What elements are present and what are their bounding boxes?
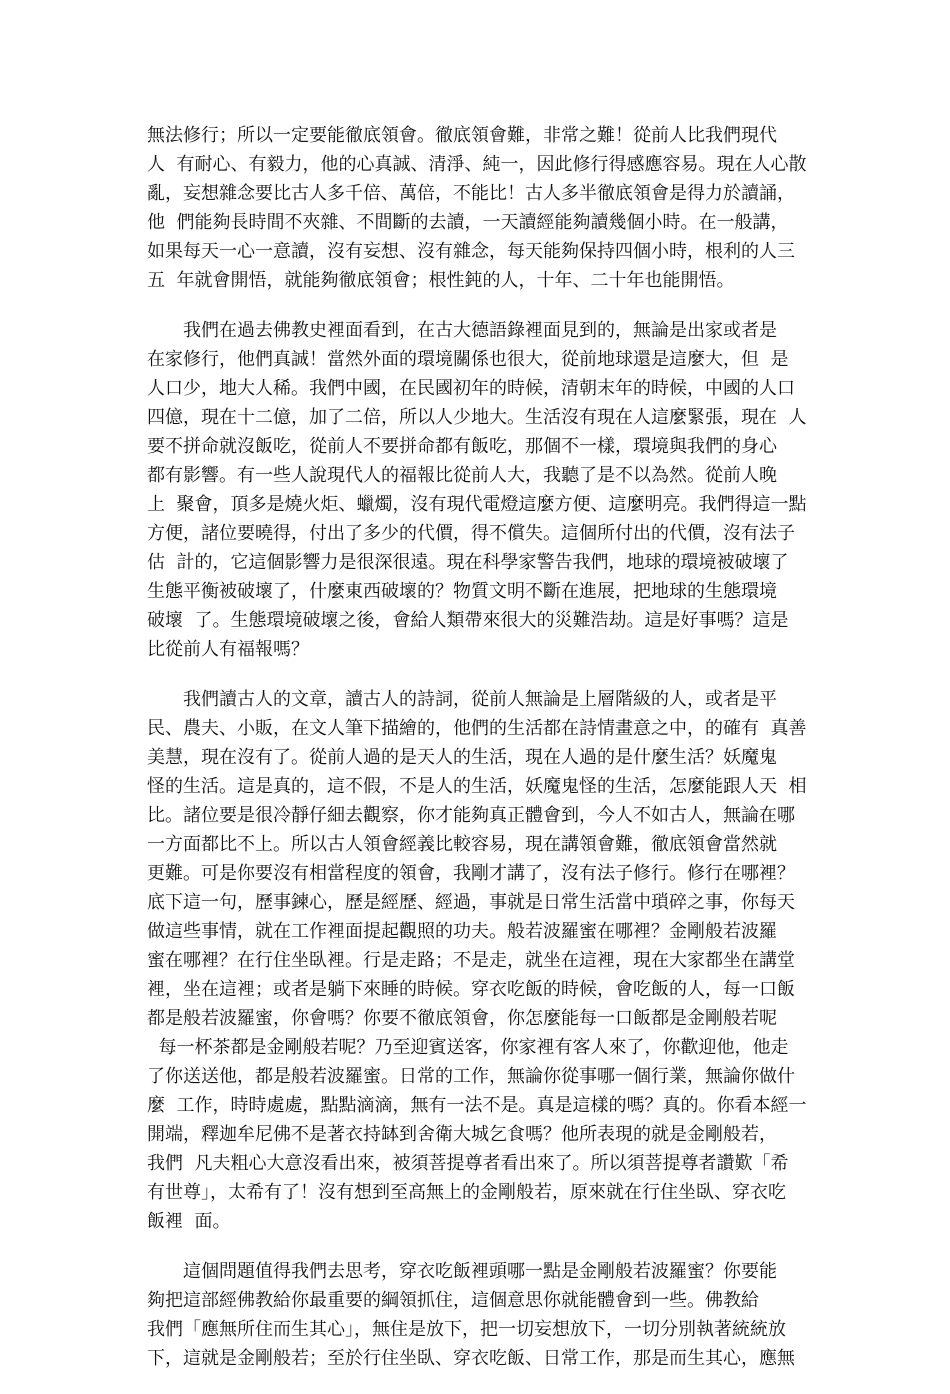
text-line: 美慧，現在沒有了。從前人過的是天人的生活，現在人過的是什麼生活？妖魔鬼 xyxy=(147,747,777,768)
paragraph-2 xyxy=(147,316,815,664)
text-line: 我們「應無所住而生其心」，無住是放下，把一切妄想放下，一切分別執著統統放 xyxy=(147,1319,786,1340)
text-line: 上 聚會，頂多是燒火炬、蠟燭，沒有現代電燈這麼方便、這麼明亮。我們得這一點 xyxy=(147,494,807,515)
text-line: 比從前人有福報嗎？ xyxy=(147,639,309,660)
text-line: 他 們能夠長時間不夾雜、不間斷的去讀，一天讀經能夠讀幾個小時。在一般講， xyxy=(147,212,789,233)
text-line: 有世尊」，太希有了！沒有想到至高無上的金剛般若，原來就在行住坐臥、穿衣吃 xyxy=(147,1182,786,1203)
text-line: 要不拼命就沒飯吃，從前人不要拼命都有飯吃，那個不一樣，環境與我們的身心 xyxy=(147,436,777,457)
text-line: 了你送送他，都是般若波羅蜜。日常的工作，無論你從事哪一個行業，無論你做什 xyxy=(147,1066,795,1087)
text-line: 開端，釋迦牟尼佛不是著衣持缽到舍衛大城乞食嗎？他所表現的就是金剛般若， xyxy=(147,1124,777,1145)
text-line: 每一杯茶都是金剛般若呢？乃至迎賓送客，你家裡有客人來了，你歡迎他，他走 xyxy=(147,1037,789,1058)
text-line: 在家修行，他們真誠！當然外面的環境關係也很大，從前地球還是這麼大，但 是 xyxy=(147,349,789,370)
text-line: 飯裡 面。 xyxy=(147,1211,231,1232)
text-line: 都是般若波羅蜜，你會嗎？你要不徹底領會，你怎麼能每一口飯都是金剛般若呢 xyxy=(147,1008,777,1029)
text-line: 我們 凡夫粗心大意沒看出來，被須菩提尊者看出來了。所以須菩提尊者讚歎「希 xyxy=(147,1153,789,1174)
paragraph-3 xyxy=(147,685,815,1236)
text-line: 估 計的，它這個影響力是很深很遠。現在科學家警告我們，地球的環境被破壞了 xyxy=(147,552,789,573)
text-line: 做這些事情，就在工作裡面提起觀照的功夫。般若波羅蜜在哪裡？金剛般若波羅 xyxy=(147,921,777,942)
text-line: 比。諸位要是很冷靜仔細去觀察，你才能夠真正體會到，今人不如古人，無論在哪 xyxy=(147,805,795,826)
text-line: 我們讀古人的文章，讀古人的詩詞，從前人無論是上層階級的人，或者是平 xyxy=(147,689,777,710)
text-line: 人 有耐心、有毅力，他的心真誠、清淨、純一，因此修行得感應容易。現在人心散 xyxy=(147,154,807,175)
text-line: 人口少，地大人稀。我們中國，在民國初年的時候，清朝末年的時候，中國的人口 xyxy=(147,378,795,399)
text-line: 我們在過去佛教史裡面看到，在古大德語錄裡面見到的，無論是出家或者是 xyxy=(147,320,777,341)
text-line: 更難。可是你要沒有相當程度的領會，我剛才講了，沒有法子修行。修行在哪裡？ xyxy=(147,863,795,884)
text-line: 都有影響。有一些人說現代人的福報比從前人大，我聽了是不以為然。從前人晚 xyxy=(147,465,777,486)
text-line: 破壞 了。生態環境破壞之後，會給人類帶來很大的災難浩劫。這是好事嗎？這是 xyxy=(147,610,789,631)
text-line: 一方面都比不上。所以古人領會經義比較容易，現在講領會難，徹底領會當然就 xyxy=(147,834,777,855)
text-line: 裡，坐在這裡；或者是躺下來睡的時候。穿衣吃飯的時候，會吃飯的人，每一口飯 xyxy=(147,979,795,1000)
text-line: 底下這一句，歷事鍊心，歷是經歷、經過，事就是日常生活當中瑣碎之事，你每天 xyxy=(147,892,795,913)
text-line: 這個問題值得我們去思考，穿衣吃飯裡頭哪一點是金剛般若波羅蜜？你要能 xyxy=(147,1261,777,1282)
text-line: 方便，諸位要曉得，付出了多少的代價，得不償失。這個所付出的代價，沒有法子 xyxy=(147,523,795,544)
text-line: 麼 工作，時時處處，點點滴滴，無有一法不是。真是這樣的嗎？真的。你看本經一 xyxy=(147,1095,807,1116)
text-line: 生態平衡被破壞了，什麼東西破壞的？物質文明不斷在進展，把地球的生態環境 xyxy=(147,581,777,602)
text-line: 夠把這部經佛教給你最重要的綱領抓住，這個意思你就能體會到一些。佛教給 xyxy=(147,1290,759,1311)
text-line: 蜜在哪裡？在行住坐臥裡。行是走路；不是走，就坐在這裡，現在大家都坐在講堂 xyxy=(147,950,795,971)
paragraph-4 xyxy=(147,1257,815,1373)
text-line: 民、農夫、小販，在文人筆下描繪的，他們的生活都在詩情畫意之中，的確有 真善 xyxy=(147,718,807,739)
text-line: 下，這就是金剛般若；至於行住坐臥、穿衣吃飯、日常工作，那是而生其心，應無 xyxy=(147,1348,795,1369)
document-body xyxy=(147,121,815,1394)
text-line: 如果每天一心一意讀，沒有妄想、沒有雜念，每天能夠保持四個小時，根利的人三 xyxy=(147,241,795,262)
text-line: 無法修行；所以一定要能徹底領會。徹底領會難，非常之難！從前人比我們現代 xyxy=(147,125,777,146)
paragraph-1 xyxy=(147,121,815,295)
text-line: 五 年就會開悟，就能夠徹底領會；根性鈍的人，十年、二十年也能開悟。 xyxy=(147,270,735,291)
text-line: 亂，妄想雜念要比古人多千倍、萬倍，不能比！古人多半徹底領會是得力於讀誦， xyxy=(147,183,795,204)
text-line: 四億，現在十二億，加了二倍，所以人少地大。生活沒有現在人這麼緊張，現在 人 xyxy=(147,407,807,428)
text-line: 怪的生活。這是真的，這不假，不是人的生活，妖魔鬼怪的生活，怎麼能跟人天 相 xyxy=(147,776,807,797)
